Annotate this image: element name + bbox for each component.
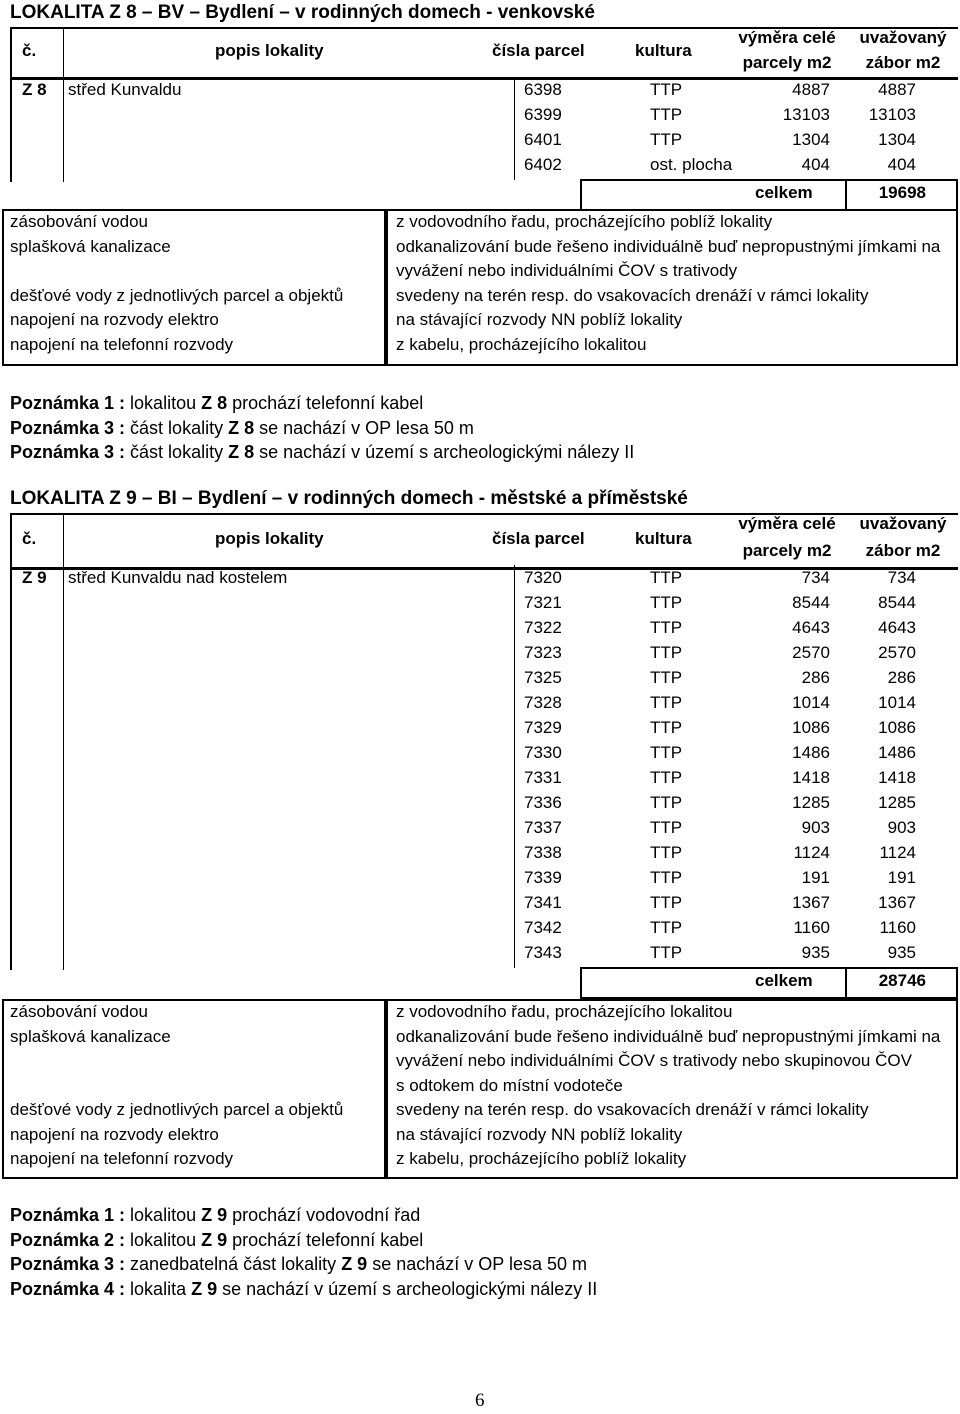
parcel-number: 7329 [524,718,562,737]
parcel-area: 404 [801,155,830,174]
header-parcels: čísla parcel [492,529,585,548]
parcel-number: 7320 [524,568,562,587]
parcel-culture: TTP [650,743,683,762]
header-area-line2: parcely m2 [742,541,832,560]
parcel-number: 7337 [524,818,562,837]
note-prefix: Poznámka 3 : [10,1254,131,1274]
note-text: lokalitou [130,393,202,413]
infrastructure-value: na stávající rozvody NN poblíž lokality [396,1124,683,1144]
table-rule [10,513,12,970]
parcel-taken: 1124 [879,843,916,862]
header-taken-line2: zábor m2 [865,541,941,560]
parcel-culture: TTP [650,593,683,612]
parcel-area: 1014 [792,693,830,712]
parcel-culture: TTP [650,105,683,124]
parcel-number: 6401 [524,130,562,149]
header-taken-line1: uvažovaný [859,514,947,533]
parcel-area: 935 [801,943,830,962]
infrastructure-value: odkanalizování bude řešeno individuálně buď nepropustnými jímkami na [396,1026,941,1046]
infrastructure-label: zásobování vodou [10,1002,148,1021]
note-text-rest: se nachází v území s archeologickými nálezy II [217,1278,598,1299]
infrastructure-value: svedeny na terén resp. do vsakovacích drenáží v rámci lokality [396,285,869,305]
note-locality: Z 9 [191,1278,218,1299]
parcel-number: 6398 [524,80,562,99]
note-text-rest: se nachází v území s archeologickými nálezy II [254,442,635,462]
note-line [10,1279,597,1300]
parcel-number: 7339 [524,868,562,887]
parcel-culture: TTP [650,918,683,937]
note-text-rest: prochází telefonní kabel [227,393,424,413]
infrastructure-value: z kabelu, procházejícího lokalitou [396,334,647,354]
table-rule [10,27,12,182]
parcel-culture: TTP [650,793,683,812]
header-no: č. [22,41,37,60]
parcel-area: 903 [801,818,830,837]
section-title: LOKALITA Z 9 – BI – Bydlení – v rodinných domech - městské a příměstské [10,488,688,509]
header-area-line2: parcely m2 [742,53,832,72]
header-area-line1: výměra celé [738,514,836,533]
note-line [10,1205,420,1226]
note-text-rest: se nachází v OP lesa 50 m [254,417,474,438]
note-text-rest: se nachází v OP lesa 50 m [367,1254,587,1274]
page-number: 6 [475,1390,485,1411]
parcel-taken: 13103 [868,105,916,124]
note-locality: Z 9 [201,1229,228,1250]
note-locality: Z 9 [201,1205,228,1225]
locality-id: Z 8 [22,80,47,99]
parcel-culture: TTP [650,768,683,787]
note-text: část lokality [130,417,229,438]
table-rule [63,513,64,970]
parcel-taken: 8544 [878,593,916,612]
infrastructure-value: z vodovodního řadu, procházejícího poblíž lokality [396,212,773,231]
parcel-taken: 1160 [879,918,916,937]
parcel-number: 7342 [524,918,562,937]
parcel-culture: TTP [650,668,683,687]
parcel-area: 734 [801,568,830,587]
parcel-culture: TTP [650,818,683,837]
note-text: lokalita [130,1278,192,1299]
note-line [10,1230,423,1251]
parcel-number: 7338 [524,843,562,862]
header-description: popis lokality [215,529,324,548]
section-title: LOKALITA Z 8 – BV – Bydlení – v rodinných domech - venkovské [10,2,595,23]
total-label: celkem [755,971,813,990]
parcel-area: 286 [801,668,830,687]
note-text-rest: prochází telefonní kabel [227,1229,424,1250]
parcel-culture: TTP [650,568,683,587]
locality-description: střed Kunvaldu [68,80,182,99]
header-culture: kultura [635,529,692,548]
parcel-taken: 1304 [878,130,916,149]
parcel-number: 7328 [524,693,562,712]
parcel-number: 7343 [524,943,562,962]
parcel-culture: TTP [650,130,683,149]
parcel-taken: 286 [887,668,916,687]
infrastructure-label: splašková kanalizace [10,236,171,256]
parcel-number: 6402 [524,155,562,174]
parcel-area: 191 [801,868,830,887]
locality-id: Z 9 [22,568,47,587]
infrastructure-label: napojení na telefonní rozvody [10,334,234,354]
parcel-number: 7325 [524,668,562,687]
parcel-taken: 1486 [878,743,916,762]
parcel-area: 1124 [793,843,830,862]
parcel-taken: 1418 [878,768,916,787]
parcel-culture: TTP [650,943,683,962]
infrastructure-label: splašková kanalizace [10,1026,171,1046]
note-text: část lokality [130,442,229,462]
parcel-number: 7322 [524,618,562,637]
parcel-taken: 404 [887,155,916,174]
note-line [10,442,634,463]
note-prefix: Poznámka 3 : [10,442,131,462]
locality-description: střed Kunvaldu nad kostelem [68,568,288,587]
header-taken-line1: uvažovaný [859,28,947,47]
parcel-culture: TTP [650,643,683,662]
parcel-area: 1086 [792,718,830,737]
total-value: 19698 [878,183,926,202]
parcel-number: 7330 [524,743,562,762]
parcel-taken: 903 [887,818,916,837]
note-prefix: Poznámka 1 : [10,1205,131,1225]
note-locality: Z 9 [341,1254,368,1274]
parcel-number: 7341 [524,893,562,912]
parcel-area: 1304 [792,130,830,149]
header-taken-line2: zábor m2 [865,53,941,72]
table-rule [63,27,64,182]
infrastructure-value: svedeny na terén resp. do vsakovacích drenáží v rámci lokality [396,1100,869,1119]
total-label: celkem [755,183,813,202]
parcel-culture: ost. plocha [650,155,733,174]
note-prefix: Poznámka 2 : [10,1229,131,1250]
table-rule [514,565,515,968]
parcel-culture: TTP [650,693,683,712]
parcel-taken: 2570 [878,643,916,662]
infrastructure-value: vyvážení nebo individuálními ČOV s trativody [396,261,738,280]
infrastructure-value: odkanalizování bude řešeno individuálně buď nepropustnými jímkami na [396,236,941,256]
parcel-area: 1367 [792,893,830,912]
parcel-culture: TTP [650,80,683,99]
note-line [10,1254,587,1275]
parcel-area: 1486 [792,743,830,762]
parcel-area: 8544 [792,593,830,612]
note-locality: Z 8 [228,417,255,438]
header-area-line1: výměra celé [738,28,836,47]
infrastructure-value: vyvážení nebo individuálními ČOV s trativody nebo skupinovou ČOV [396,1051,912,1070]
parcel-taken: 734 [887,568,916,587]
parcel-number: 7331 [524,768,562,787]
parcel-area: 1160 [793,918,830,937]
note-line [10,393,423,414]
infrastructure-value: z kabelu, procházejícího poblíž lokality [396,1149,687,1168]
note-text: zanedbatelná část lokality [130,1254,342,1274]
parcel-area: 13103 [782,105,830,124]
parcel-culture: TTP [650,718,683,737]
parcel-number: 7336 [524,793,562,812]
parcel-taken: 4887 [878,80,916,99]
parcel-taken: 4643 [878,618,916,637]
parcel-taken: 935 [887,943,916,962]
table-rule [514,77,515,180]
infrastructure-label: zásobování vodou [10,212,148,231]
parcel-area: 1285 [792,793,830,812]
note-line [10,418,474,439]
header-no: č. [22,529,37,548]
parcel-taken: 1367 [878,893,916,912]
parcel-culture: TTP [650,843,683,862]
header-description: popis lokality [215,41,324,60]
parcel-number: 7323 [524,643,562,662]
note-text: lokalitou [130,1229,202,1250]
infrastructure-label: napojení na telefonní rozvody [10,1149,234,1168]
parcel-number: 6399 [524,105,562,124]
note-prefix: Poznámka 1 : [10,393,131,413]
note-locality: Z 8 [201,393,228,413]
infrastructure-value: z vodovodního řadu, procházejícího lokalitou [396,1002,733,1021]
parcel-area: 1418 [792,768,830,787]
parcel-area: 4887 [792,80,830,99]
parcel-area: 4643 [792,618,830,637]
parcel-taken: 1285 [878,793,916,812]
parcel-culture: TTP [650,893,683,912]
parcel-culture: TTP [650,868,683,887]
parcel-taken: 191 [887,868,916,887]
parcel-taken: 1014 [878,693,916,712]
parcel-culture: TTP [650,618,683,637]
infrastructure-value: na stávající rozvody NN poblíž lokality [396,310,683,329]
note-locality: Z 8 [228,442,255,462]
parcel-number: 7321 [524,593,562,612]
infrastructure-label: napojení na rozvody elektro [10,1124,219,1144]
total-value: 28746 [878,971,926,990]
parcel-area: 2570 [792,643,830,662]
note-text-rest: prochází vodovodní řad [227,1205,421,1225]
infrastructure-label: dešťové vody z jednotlivých parcel a objektů [10,1100,344,1119]
infrastructure-label: dešťové vody z jednotlivých parcel a objektů [10,285,344,305]
note-prefix: Poznámka 4 : [10,1278,131,1299]
note-prefix: Poznámka 3 : [10,417,131,438]
header-culture: kultura [635,41,692,60]
note-text: lokalitou [130,1205,202,1225]
parcel-taken: 1086 [878,718,916,737]
infrastructure-label: napojení na rozvody elektro [10,310,219,329]
infrastructure-value: s odtokem do místní vodoteče [396,1075,623,1095]
header-parcels: čísla parcel [492,41,585,60]
